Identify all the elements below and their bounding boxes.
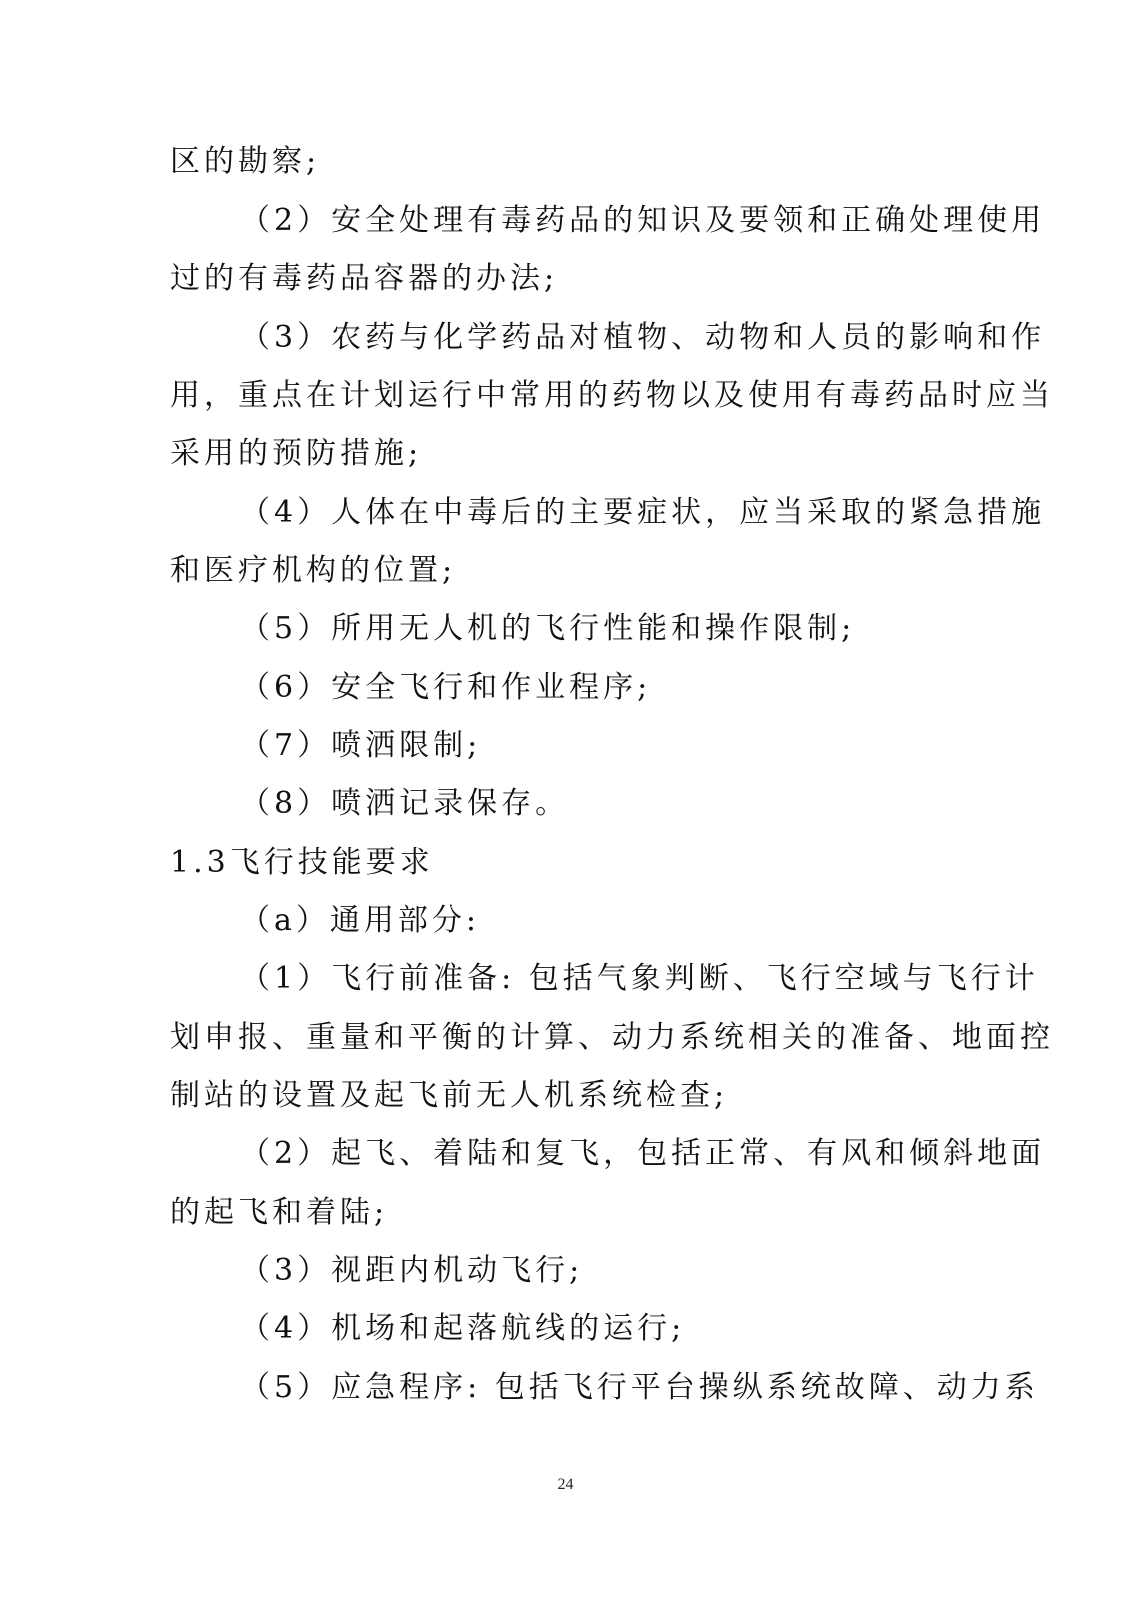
page-number: 24 xyxy=(557,1476,574,1493)
text-line: 的起飞和着陆; xyxy=(170,1195,389,1230)
text-line: 划申报、重量和平衡的计算、动力系统相关的准备、地面控 xyxy=(170,1020,1054,1055)
text-line: 和医疗机构的位置; xyxy=(170,553,457,588)
text-line: 采用的预防措施; xyxy=(170,436,423,471)
text-line: （5）应急程序: 包括飞行平台操纵系统故障、动力系 xyxy=(240,1370,1039,1405)
text-line: （8）喷洒记录保存。 xyxy=(240,786,570,821)
text-line: （6）安全飞行和作业程序; xyxy=(240,670,652,705)
text-line: （2）起飞、着陆和复飞，包括正常、有风和倾斜地面 xyxy=(240,1136,1046,1171)
text-line: （2）安全处理有毒药品的知识及要领和正确处理使用 xyxy=(240,203,1046,238)
text-line: （a）通用部分: xyxy=(240,903,480,938)
text-line: （7）喷洒限制; xyxy=(240,728,482,763)
text-line: 区的勘察; xyxy=(170,144,321,179)
text-line: （4）机场和起落航线的运行; xyxy=(240,1311,686,1346)
section-heading: 1.3飞行技能要求 xyxy=(170,845,434,880)
text-line: （4）人体在中毒后的主要症状，应当采取的紧急措施 xyxy=(240,495,1046,530)
text-line: 制站的设置及起飞前无人机系统检查; xyxy=(170,1078,729,1113)
text-line: （5）所用无人机的飞行性能和操作限制; xyxy=(240,611,856,646)
text-line: 用，重点在计划运行中常用的药物以及使用有毒药品时应当 xyxy=(170,378,1054,413)
text-line: （1）飞行前准备: 包括气象判断、飞行空域与飞行计 xyxy=(240,961,1039,996)
text-line: （3）视距内机动飞行; xyxy=(240,1253,584,1288)
text-line: 过的有毒药品容器的办法; xyxy=(170,261,559,296)
text-line: （3）农药与化学药品对植物、动物和人员的影响和作 xyxy=(240,320,1046,355)
